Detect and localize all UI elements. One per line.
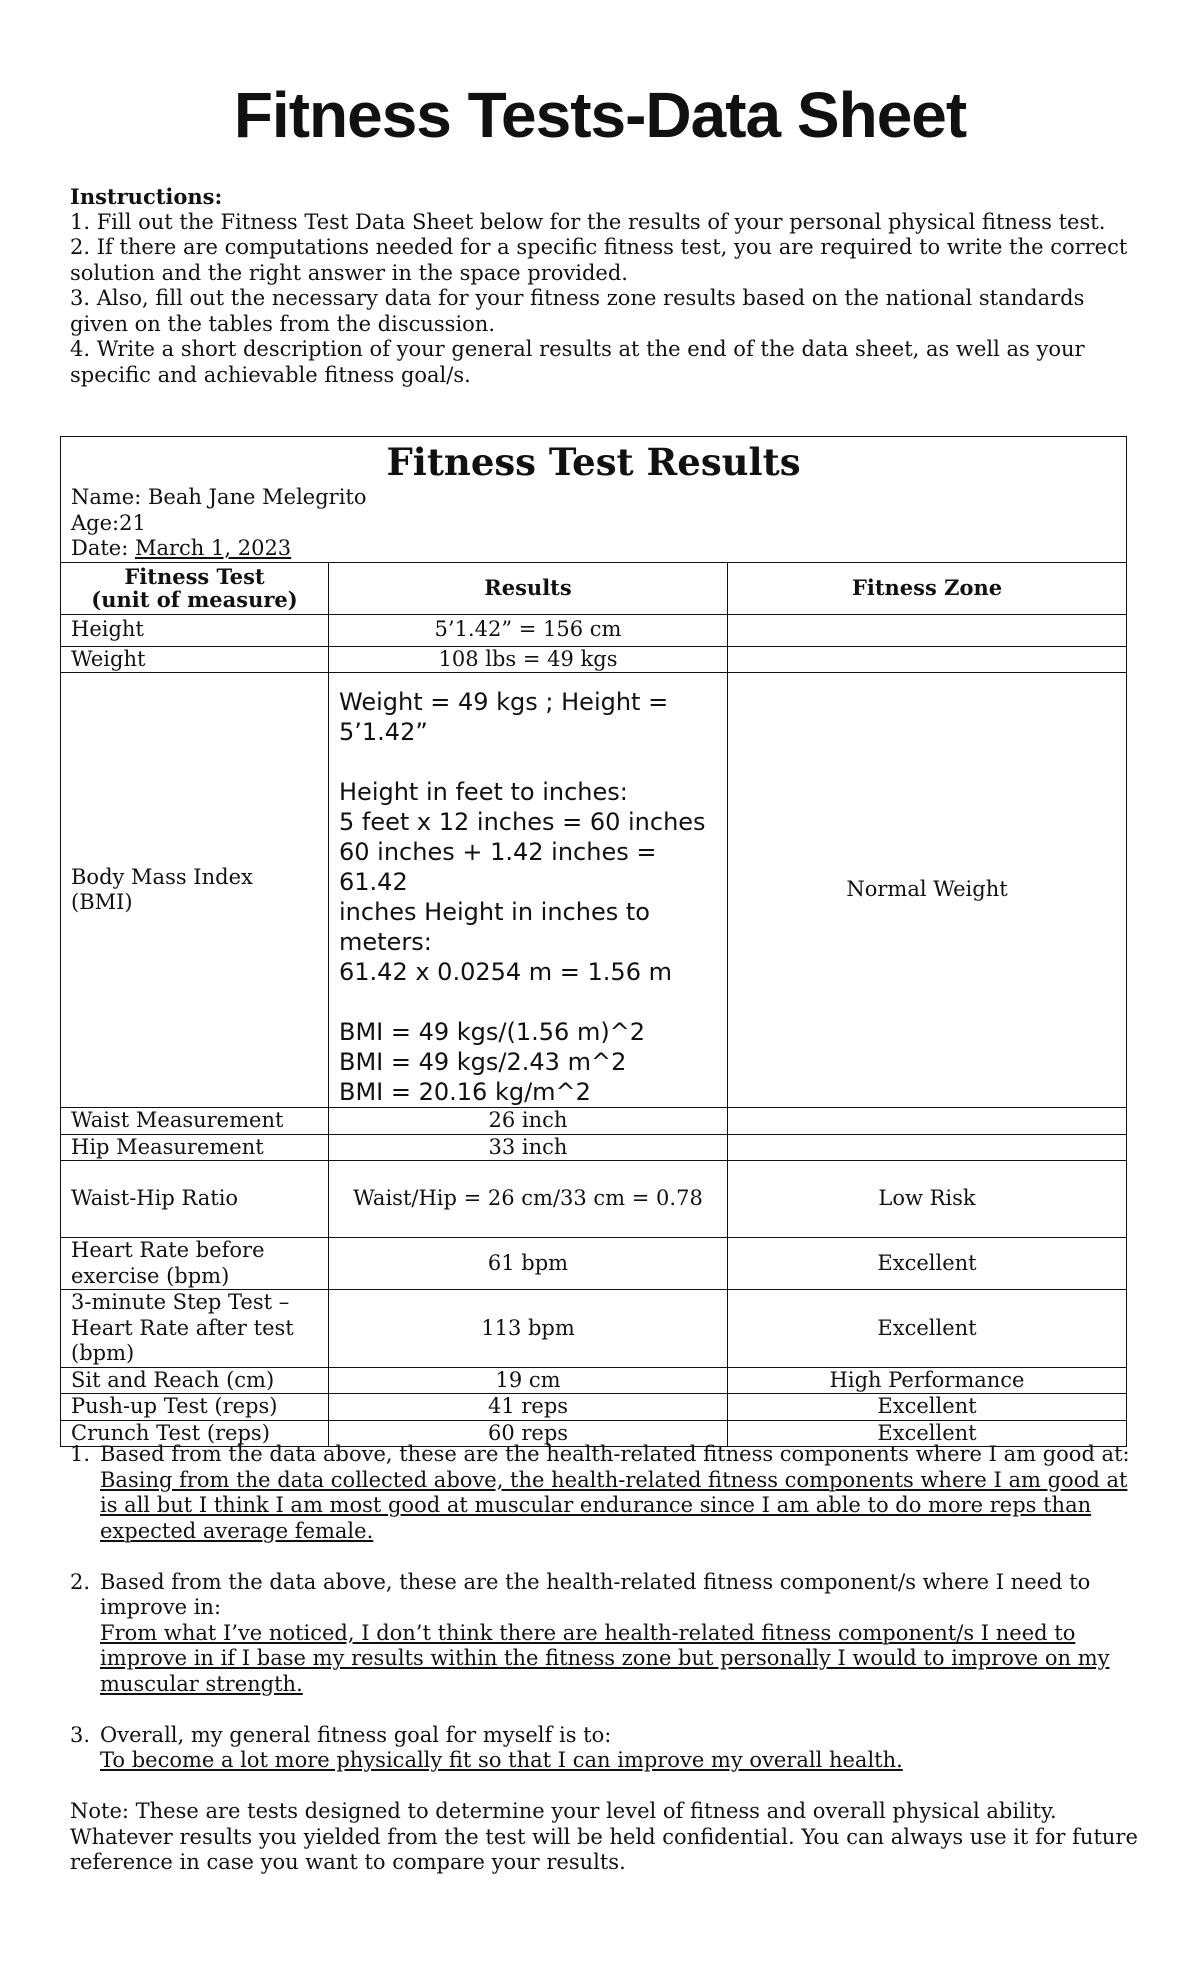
table-row-height <box>61 614 1127 646</box>
question-number: 2. <box>70 1569 91 1594</box>
instructions-heading: Instructions: <box>70 184 223 209</box>
question-prompt: Based from the data above, these are the health-related fitness component/s where I need to improve in: <box>100 1569 1091 1619</box>
test-result: 41 reps <box>329 1394 728 1421</box>
confidentiality-note: Note: These are tests designed to determine your level of fitness and overall physical ability. Whatever results you yielded from the test will be held confidential. You can always use it for future reference in case you want to compare your results. <box>70 1799 1138 1874</box>
test-name <box>61 673 329 1108</box>
table-row-push-up <box>61 1394 1127 1421</box>
question-prompt: Overall, my general fitness goal for myself is to: <box>100 1722 612 1747</box>
question-number: 1. <box>70 1442 91 1466</box>
table-row-bmi <box>61 673 1127 1108</box>
fitness-zone: Excellent <box>728 1394 1127 1421</box>
col-header-test-line: Fitness Test <box>124 564 265 589</box>
col-header-test-unit: (unit of measure) <box>91 587 298 612</box>
fitness-zone: Low Risk <box>728 1161 1127 1238</box>
test-name: Waist Measurement <box>61 1108 329 1135</box>
test-result: 26 inch <box>329 1108 728 1135</box>
table-row-heart-rate-before <box>61 1238 1127 1290</box>
test-result: 33 inch <box>329 1134 728 1161</box>
table-header-block <box>61 437 1127 563</box>
test-name-line: (bpm) <box>71 1341 135 1365</box>
test-result: 60 reps <box>329 1420 728 1447</box>
table-row-sit-and-reach <box>61 1367 1127 1394</box>
question-item <box>70 1442 1150 1544</box>
column-header-row <box>61 562 1127 614</box>
calc-line: 60 inches + 1.42 inches = 61.42 <box>339 838 657 896</box>
test-name <box>61 1290 329 1368</box>
fitness-zone: Excellent <box>728 1290 1127 1368</box>
calc-line: Weight = 49 kgs ; Height = <box>339 688 669 716</box>
fitness-results-table <box>60 436 1127 1447</box>
test-result: 61 bpm <box>329 1238 728 1290</box>
reflection-questions <box>70 1442 1150 1876</box>
question-item <box>70 1570 1150 1698</box>
instruction-item: 3. Also, fill out the necessary data for your fitness zone results based on the national standards given on the tables from the discussion. <box>70 286 1085 336</box>
results-table-title: Fitness Test Results <box>386 440 801 484</box>
test-name-line: 3-minute Step Test – <box>71 1290 290 1314</box>
fitness-zone: High Performance <box>728 1367 1127 1394</box>
fitness-zone <box>728 1134 1127 1161</box>
test-result: 19 cm <box>329 1367 728 1394</box>
fitness-zone: Excellent <box>728 1238 1127 1290</box>
test-name <box>61 1238 329 1290</box>
test-name-line: Heart Rate after test <box>71 1315 294 1340</box>
test-name-line: Heart Rate before <box>71 1238 265 1262</box>
test-name: Crunch Test (reps) <box>61 1420 329 1447</box>
col-header-zone: Fitness Zone <box>728 562 1127 614</box>
participant-name: Name: Beah Jane Melegrito <box>71 485 367 509</box>
calc-line: 5 feet x 12 inches = 60 inches <box>339 808 706 836</box>
question-answer: To become a lot more physically fit so that I can improve my overall health. <box>100 1748 903 1772</box>
table-row-hip <box>61 1134 1127 1161</box>
table-row-waist-hip-ratio <box>61 1161 1127 1238</box>
calc-line: 61.42 x 0.0254 m = 1.56 m <box>339 958 672 986</box>
calc-line: BMI = 49 kgs/(1.56 m)^2 <box>339 1018 646 1046</box>
participant-age: Age:21 <box>71 510 146 535</box>
test-result: 108 lbs = 49 kgs <box>329 646 728 673</box>
instruction-item: 4. Write a short description of your general results at the end of the data sheet, as well as your specific and achievable fitness goal/s. <box>70 337 1085 387</box>
calc-line: 5’1.42” <box>339 718 428 746</box>
table-row-step-test <box>61 1290 1127 1368</box>
test-name: Hip Measurement <box>61 1134 329 1161</box>
instructions <box>70 184 1140 388</box>
date-label: Date: <box>71 536 135 560</box>
table-row-weight <box>61 646 1127 673</box>
calc-line: Height in feet to inches: <box>339 778 628 806</box>
test-name: Push-up Test (reps) <box>61 1394 329 1421</box>
calc-line: meters: <box>339 928 432 956</box>
calc-spacer <box>339 987 717 1017</box>
calc-line: BMI = 20.16 kg/m^2 <box>339 1078 591 1106</box>
question-prompt: Based from the data above, these are the health-related fitness components where I am good at: <box>100 1442 1130 1466</box>
test-date <box>71 536 1116 562</box>
page-title: Fitness Tests-Data Sheet <box>233 79 967 151</box>
test-result: Waist/Hip = 26 cm/33 cm = 0.78 <box>329 1161 728 1238</box>
table-row-waist <box>61 1108 1127 1135</box>
question-item <box>70 1723 1150 1774</box>
question-answer: Basing from the data collected above, the health-related fitness components where I am good at is all but I think I am most good at muscular endurance since I am able to do more reps than expected average female. <box>100 1467 1128 1543</box>
calc-line: BMI = 49 kgs/2.43 m^2 <box>339 1048 627 1076</box>
fitness-zone <box>728 646 1127 673</box>
test-result: 5’1.42” = 156 cm <box>329 614 728 646</box>
question-answer: From what I’ve noticed, I don’t think there are health-related fitness component/s I need to improve in if I base my results within the fitness zone but personally I would to improve on my muscular strength. <box>100 1620 1110 1696</box>
fitness-zone <box>728 1108 1127 1135</box>
fitness-zone <box>728 614 1127 646</box>
calc-line: inches Height in inches to <box>339 898 650 926</box>
test-name-line: exercise (bpm) <box>71 1263 230 1288</box>
instruction-item: 1. Fill out the Fitness Test Data Sheet below for the results of your personal physical fitness test. <box>70 209 1106 234</box>
test-name-line: Body Mass Index <box>71 864 253 889</box>
calc-spacer <box>339 747 717 777</box>
col-header-test <box>61 562 329 614</box>
test-result: 113 bpm <box>329 1290 728 1368</box>
test-name: Sit and Reach (cm) <box>61 1367 329 1394</box>
fitness-zone: Excellent <box>728 1420 1127 1447</box>
fitness-zone: Normal Weight <box>728 673 1127 1108</box>
col-header-results: Results <box>329 562 728 614</box>
question-number: 3. <box>70 1722 91 1747</box>
test-name: Waist-Hip Ratio <box>61 1161 329 1238</box>
test-name: Weight <box>61 646 329 673</box>
test-name-line: (BMI) <box>71 890 133 914</box>
test-name: Height <box>61 614 329 646</box>
bmi-calculation <box>329 673 728 1108</box>
date-value: March 1, 2023 <box>134 536 292 560</box>
instruction-item: 2. If there are computations needed for a specific fitness test, you are required to write the correct solution and the right answer in the space provided. <box>70 235 1128 285</box>
